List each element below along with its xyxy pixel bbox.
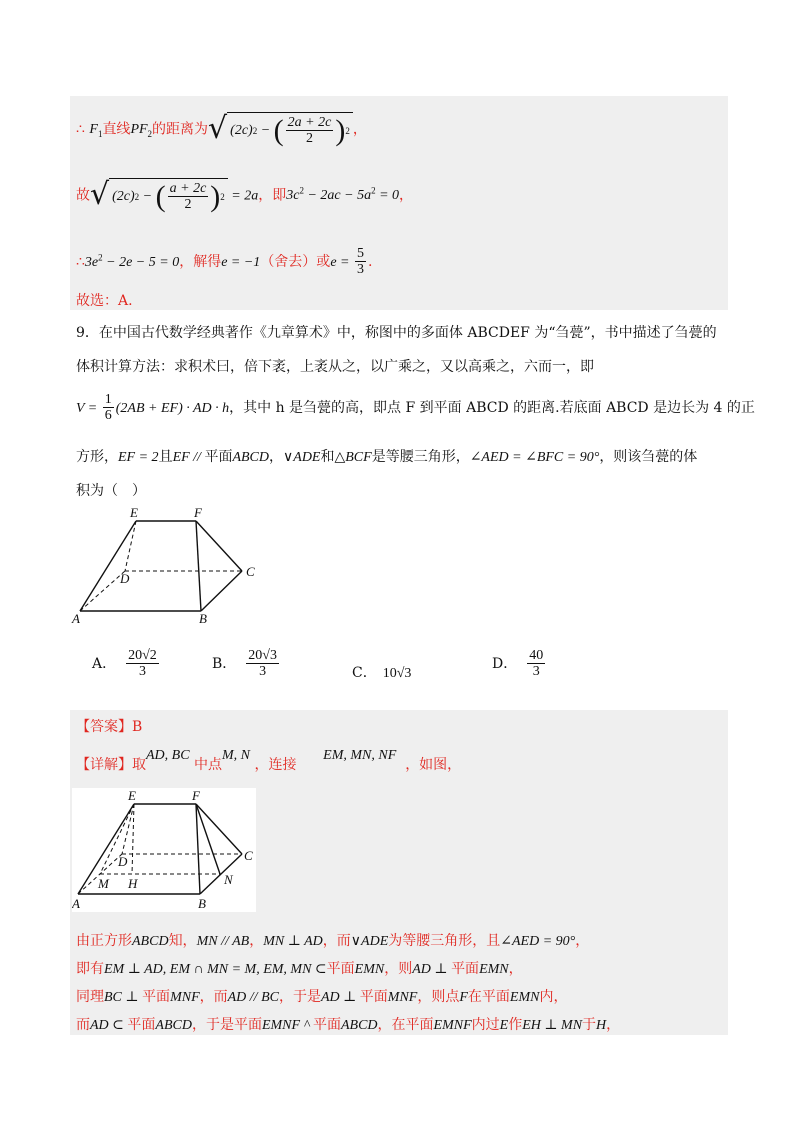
detail-line-3: 同理BC ⊥ 平面MNF，而AD // BC，于是AD ⊥ 平面MNF，则点F在平面EMN内， (76, 989, 568, 1005)
svg-text:F: F (192, 788, 200, 803)
svg-text:D: D (118, 854, 128, 869)
detail-line: 【详解】取AD, BC 中点M, N ，连接 EM, MN, NF ，如图， (76, 748, 462, 773)
option-a[interactable]: A． $\frac{20√2}{3}$ (92, 648, 157, 680)
svg-text:B: B (198, 896, 206, 911)
solution-8-line1: ∴ $F_1$直线$PF_2$的距离为 √ (2c) 2 − ( $\frac{2a + 2c}{2}$ ) 2 ， (76, 111, 367, 147)
label-B: B (199, 611, 207, 625)
label-A: A (72, 611, 80, 625)
detail-line-2: 即有EM ⊥ AD, EM ∩ MN = M, EM, MN ⊂平面EMN，则AD ⊥ 平面EMN， (76, 961, 523, 977)
svg-text:N: N (224, 872, 233, 887)
label-D: D (120, 571, 130, 586)
problem-9-line2: 体积计算方法：求积术曰，倍下袤，上袤从之，以广乘之，又以高乘之，六而一，即 (76, 359, 594, 375)
svg-text:M: M (98, 876, 109, 891)
detail-line-1: 由正方形ABCD知，MN // AB，MN ⊥ AD，而∨ADE为等腰三角形，且∠AED = 90°， (76, 933, 590, 949)
option-d[interactable]: D． $\frac{40}{3}$ (492, 648, 544, 680)
label-E: E (130, 505, 138, 520)
problem-9-line3: V = $\frac{1}{6}$ (2AB + EF) · AD · h，其中 h 是刍甍的高，即点 F 到平面 ABCD 的距离.若底面 ABCD 是边长为 4 的正 (76, 392, 755, 424)
problem-9-line1: 9．在中国古代数学经典著作《九章算术》中，称图中的多面体 ABCDEF 为“刍甍”，书中描述了刍甍的 (76, 325, 717, 341)
answer-figure (72, 788, 272, 912)
svg-text:H: H (128, 876, 138, 891)
svg-text:A: A (72, 896, 80, 911)
solution-8-line3: $\therefore 3e^2 - 2e - 5 = 0$，解得e = −1（舍去）或e = $\frac{5}{3}$ . (76, 246, 373, 278)
answer-line: 【答案】B (76, 719, 143, 735)
problem-9-line4: 方形，EF = 2且EF // 平面ABCD，∨ADE和△BCF是等腰三角形，∠AED = ∠BFC = 90°，则该刍甍的体 (76, 449, 698, 465)
detail-line-4: 而AD ⊂ 平面ABCD，于是平面EMNF ^ 平面ABCD，在平面EMNF内过E作EH ⊥ MN于H， (76, 1017, 621, 1033)
label-C: C (246, 564, 255, 579)
svg-text:E: E (128, 788, 136, 803)
polyhedron-figure (70, 505, 270, 625)
problem-9-line5: 积为（ ） (76, 483, 146, 499)
option-b[interactable]: B． $\frac{20√3}{3}$ (212, 648, 277, 680)
option-c[interactable]: C． 10√3 (352, 665, 412, 681)
label-F: F (194, 505, 202, 520)
solution-8-choice: 故选：A. (76, 293, 133, 309)
solution-8-line2: 故 √ (2c) 2 − ( $\frac{a + 2c}{2}$ ) 2 = 2a，即$3c^2 - 2ac - 5a^2 = 0$， (76, 177, 414, 213)
svg-text:C: C (244, 848, 253, 863)
